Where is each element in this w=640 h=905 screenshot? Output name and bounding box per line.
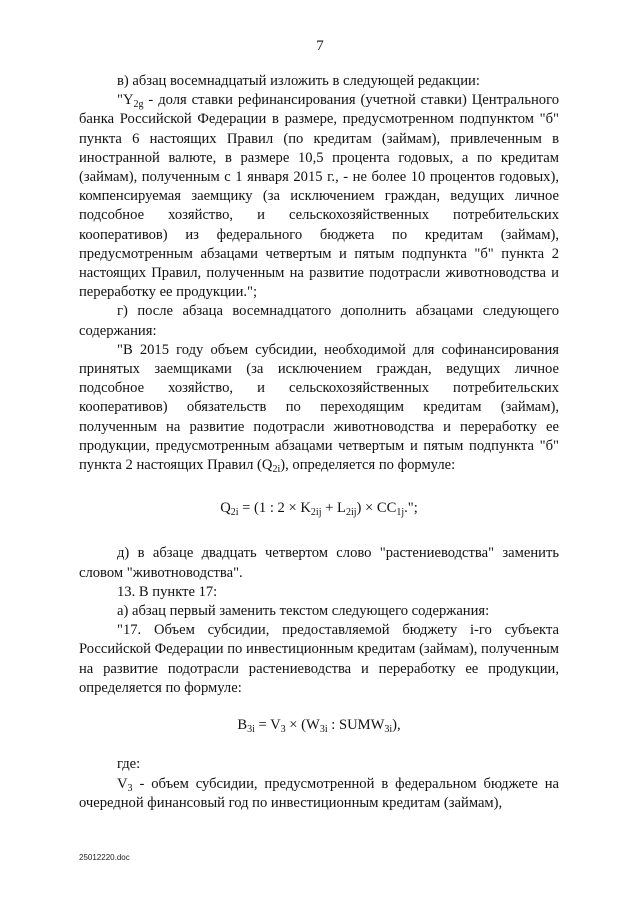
paragraph-item-a: а) абзац первый заменить текстом следующего содержания:	[117, 603, 490, 620]
formula-term: ),	[392, 717, 401, 734]
formula-term: B	[237, 717, 248, 734]
paragraph-item-g: г) после абзаца восемнадцатого дополнить абзацами следующего содержания:	[79, 303, 559, 339]
formula-term: : SUMW	[327, 717, 385, 734]
paragraph-2015-subsidy	[79, 341, 559, 475]
subscript: 1j	[396, 507, 405, 519]
formula-b3i	[79, 716, 559, 735]
text-run: - доля ставки рефинансирования (учетной ставки) Центрального банка Российской Федерации в размере, предусмотренном подпунктом "б" пункта 6 настоящих Правил (по кредитам (займам), привлеченным в иностранной валюте, в размере 10,5 процента годовых, а по кредитам (займам), полученным с 1 января 2015 г., - не более 10 процентов годовых), компенсируемая заемщику (за исключением граждан, ведущих личное подсобное хозяйство, и сельскохозяйственных потребительских кооперативов) из федерального бюджета по кредитам (займам), предусмотренным абзацами четвертым и пятым подпункта "б" пункта 2 настоящих Правил, полученным на развитие подотрасли животноводства и переработку ее продукции.";	[79, 92, 559, 301]
subscript: 2ij	[345, 507, 357, 519]
footer-filename: 25012220.doc	[79, 853, 130, 862]
text-run: ), определяется по формуле:	[280, 457, 456, 474]
paragraph-v3-definition	[79, 775, 559, 813]
subscript: 2ij	[310, 507, 322, 519]
subscript: 3i	[384, 724, 393, 736]
text-run: "Y	[117, 92, 134, 109]
text-run: "В 2015 году объем субсидии, необходимой для софинансирования принятых заемщиками (за исключением граждан, ведущих личное подсобное хозяйство, и сельскохозяйственных потребительских кооперативов) обязательств по переходящим кредитам (займам), полученным на развитие подотрасли животноводства и переработку ее продукции, предусмотренным абзацами четвертым и пятым подпункта "б" пункта 2 настоящих Правил (Q	[79, 341, 559, 474]
paragraph-where: где:	[117, 756, 141, 773]
formula-term: = (1 : 2 × K	[238, 500, 311, 517]
formula-term: = V	[254, 717, 281, 734]
paragraph-item-v: в) абзац восемнадцатый изложить в следующей редакции:	[117, 73, 480, 89]
formula-term: + L	[321, 500, 346, 517]
formula-term: Q	[220, 500, 231, 517]
subscript: 3	[127, 782, 133, 794]
subscript: 2g	[133, 99, 144, 111]
subscript: 2i	[272, 464, 281, 476]
subscript: 2i	[230, 507, 239, 519]
text-run: - объем субсидии, предусмотренной в федеральном бюджете на очередной финансовый год по инвестиционным кредитам (займам),	[79, 775, 559, 811]
paragraph-item-d: д) в абзаце двадцать четвертом слово "растениеводства" заменить словом "животноводства".	[79, 545, 559, 581]
formula-term: ) × CC	[356, 500, 397, 517]
page-number: 7	[316, 38, 324, 54]
document-body	[79, 72, 559, 813]
subscript: 3i	[319, 724, 328, 736]
formula-q2i	[79, 499, 559, 518]
paragraph-point-17: "17. Объем субсидии, предоставляемой бюджету i-го субъекта Российской Федерации по инвестиционным кредитам (займам), полученным на развитие подотрасли растениеводства и переработку ее продукции, определяется по формуле:	[79, 622, 559, 696]
formula-term: × (W	[285, 717, 320, 734]
paragraph-point-13: 13. В пункте 17:	[117, 583, 218, 600]
subscript: 3	[280, 724, 286, 736]
subscript: 3i	[247, 724, 255, 736]
paragraph-y2g-definition	[79, 91, 559, 302]
text-run: V	[117, 775, 128, 792]
formula-term: .";	[404, 500, 418, 517]
